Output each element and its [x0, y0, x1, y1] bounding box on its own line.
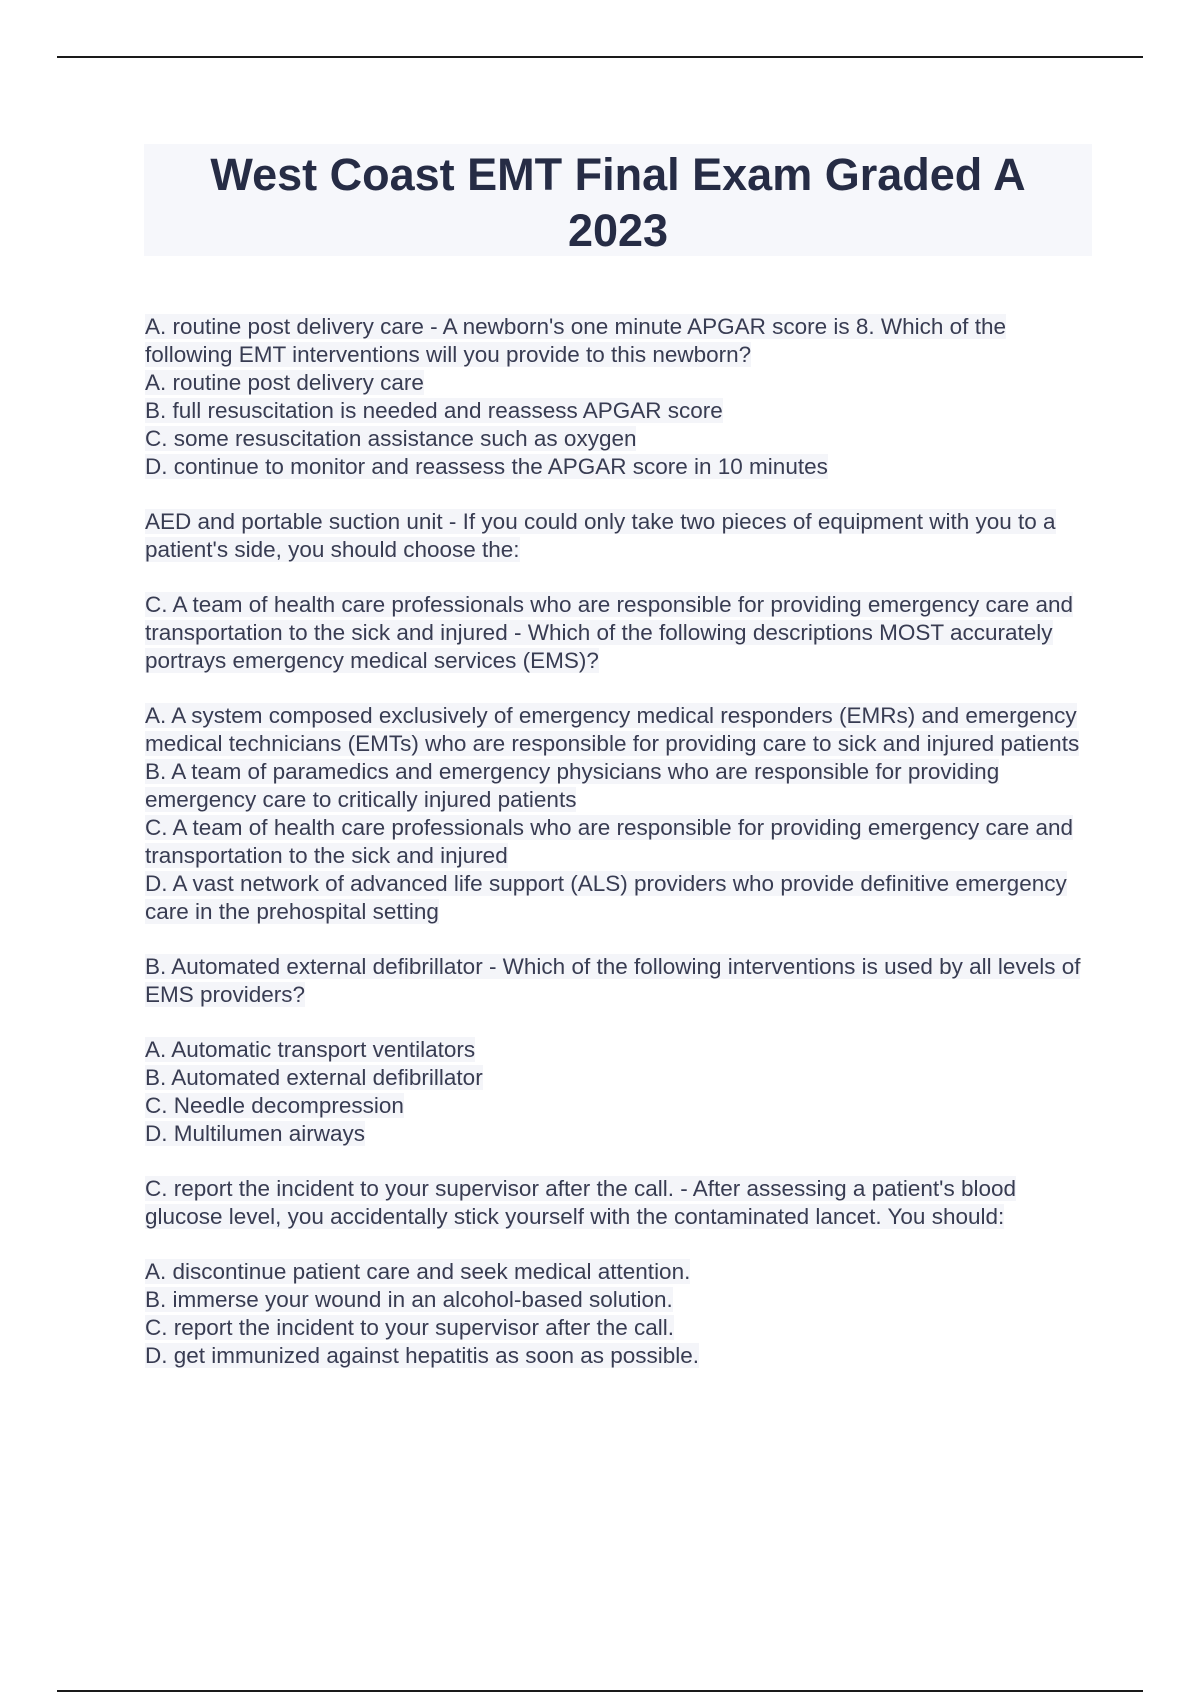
answer-option: D. get immunized against hepatitis as soon as possible. [145, 1343, 700, 1368]
question-prompt: B. Automated external defibrillator - Which of the following interventions is used by all levels of EMS providers? [145, 954, 1081, 1007]
answer-option: B. Automated external defibrillator [145, 1065, 483, 1090]
answer-option: A. discontinue patient care and seek medical attention. [145, 1259, 691, 1284]
question-prompt: C. report the incident to your supervisor after the call. - After assessing a patient's blood glucose level, you accidentally stick yourself with the contaminated lancet. You should: [145, 1176, 1016, 1229]
answer-option: C. A team of health care professionals who are responsible for providing emergency care and transportation to the sick and injured [145, 815, 1074, 868]
answer-option: D. continue to monitor and reassess the APGAR score in 10 minutes [145, 454, 828, 479]
answer-option: A. A system composed exclusively of emergency medical responders (EMRs) and emergency medical technicians (EMTs) who are responsible for providing care to sick and injured patients [145, 703, 1080, 756]
title-banner [144, 144, 1092, 256]
answer-option: B. immerse your wound in an alcohol-based solution. [145, 1287, 673, 1312]
answer-option: A. routine post delivery care [145, 370, 424, 395]
answer-option: B. full resuscitation is needed and reassess APGAR score [145, 398, 723, 423]
page-title [144, 147, 1092, 259]
question-prompt: AED and portable suction unit - If you could only take two pieces of equipment with you to a patient's side, you should choose the: [145, 509, 1056, 562]
answer-option: C. Needle decompression [145, 1093, 404, 1118]
bottom-divider [57, 1690, 1143, 1692]
answer-option: D. A vast network of advanced life support (ALS) providers who provide definitive emergency care in the prehospital setting [145, 871, 1067, 924]
title-line-2: 2023 [567, 205, 669, 256]
answer-option: A. Automatic transport ventilators [145, 1037, 476, 1062]
answer-option: C. some resuscitation assistance such as oxygen [145, 426, 637, 451]
title-line-1: West Coast EMT Final Exam Graded A [210, 149, 1026, 200]
question-prompt: A. routine post delivery care - A newborn's one minute APGAR score is 8. Which of the following EMT interventions will you provide to this newborn? [145, 314, 1006, 367]
top-divider [57, 56, 1143, 58]
answer-option: D. Multilumen airways [145, 1121, 366, 1146]
answer-option: B. A team of paramedics and emergency physicians who are responsible for providing emergency care to critically injured patients [145, 759, 1000, 812]
answer-option: C. report the incident to your supervisor after the call. [145, 1315, 675, 1340]
document-body [145, 313, 1095, 1370]
question-prompt: C. A team of health care professionals who are responsible for providing emergency care and transportation to the sick and injured - Which of the following descriptions MOST accurately portrays emergency medical services (EMS)? [145, 592, 1074, 673]
